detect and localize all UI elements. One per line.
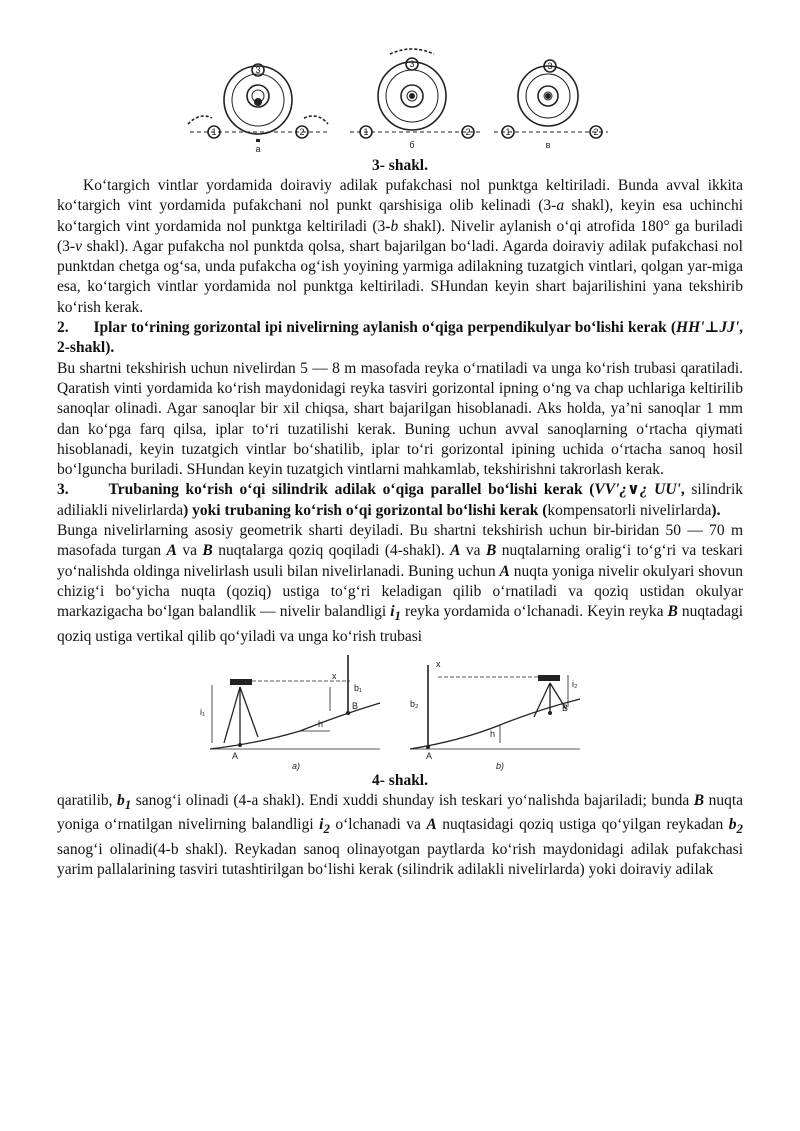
heading-condition-3: 3. Trubaning ko‘rish o‘qi silindrik adilak o‘qiga parallel bo‘lishi kerak (VV'¿∨¿ UU', silindrik adiliakli nivelirlarda) yoki trubaning ko‘rish o‘qi gorizontal bo‘lishi kerak (kompensatorli nivelirlarda). (57, 481, 744, 519)
figure-3-caption: 3- shakl. (372, 157, 428, 174)
fig4b-label-panel: b) (496, 760, 505, 771)
fig3-label-2: 2 (299, 127, 305, 137)
figure-3-circular-level-diagram (170, 40, 630, 156)
fig4a-label-x: x (332, 670, 337, 681)
fig4b-label-b2: b₂ (410, 698, 419, 709)
fig3-label-3v: 3 (547, 61, 553, 71)
fig4a-label-A: A (232, 750, 239, 761)
paragraph-reverse-direction: qaratilib, $b_1$ sanog‘i olinadi (4-a shakl). Endi xuddi shunday ish teskari yo‘nalishda bajariladi; bunda B nuqta yoniga o‘rnatilgan nivelirning balandligi $i_2$ o‘lchanadi va A nuqtasidagi qoziq ustiga qo‘yilgan reykadan $b_2$ sanog‘i olinadi(4-b shakl). Reykadan sanoq olinayotgan paytlarda ko‘rish maydonidagi adilak pufakchasi yarim pallalarining tasviri tutashtirilgan bo‘lishi kerak (silindrik adilakli nivelirlarda) yoki doiraviy adilak (57, 791, 744, 878)
fig3-label-a: a (255, 144, 261, 154)
fig4b-label-h: h (490, 728, 496, 739)
fig3-label-1: 1 (211, 127, 217, 137)
fig4b-label-A: A (426, 750, 433, 761)
fig3-label-2v: 2 (593, 127, 599, 137)
fig3-label-1v: 1 (505, 127, 511, 137)
fig4b-label-x: x (436, 658, 441, 669)
paragraph-condition-3: Bunga nivelirlarning asosiy geometrik sharti deyiladi. Bu shartni tekshirish uchun bir-biridan 50 — 70 m masofada turgan A va B nuqtalarga qoziq qoqiladi (4-shakl). A va B nuqtalarning oralig‘i to‘g‘ri va teskari yo‘nalishda oldinga nivelirlash usuli bilan nivelirlanadi. Buning uchun A nuqta yoniga nivelir okulyari shovun chizig‘i bo‘yicha nuqta (qoziq) ustiga to‘g‘ri keladigan qilib o‘rnatiladi va qoziq ustidan okulyar markazigacha bo‘lgan balandlik — nivelir balandligi $i_1$ reyka yordamida o‘lchanadi. Keyin reyka B nuqtadagi qoziq ustiga vertikal qilib qo‘yiladi va unga ko‘rish trubasi (57, 522, 743, 645)
fig4a-label-B: B (352, 700, 359, 711)
fig3-label-v: в (545, 140, 551, 150)
figure-4-leveling-diagram (200, 651, 600, 771)
fig4b-label-B: B (562, 702, 569, 713)
fig3-label-1b: 1 (363, 127, 369, 137)
figure-4-caption: 4- shakl. (372, 771, 428, 789)
paragraph-circular-level: Ko‘targich vintlar yordamida doiraviy adilak pufakchasi nol punktga keltiriladi. Bunda avval ikkita ko‘targich vint yordamida pufakchani nol punkt qarshisiga olib kelinadi (3-a shakl), keyin esa uchinchi ko‘targich vint yordamida nol punktga keltiriladi (3-b shakl). Nivelir aylanish o‘qi atrofida 180° ga buriladi (3-v shakl). Agar pufakcha nol punktda qolsa, shart bajarilgan bo‘ladi. Agarda doiraviy adilak pufakchasi nol punktdan chetga og‘sa, unda pufakcha og‘ish yoyining yarmiga adilakning tuzatgich vintlari, qolgan yar-miga esa, ko‘targich vintlar yordamida nol punktga keltiriladi. SHundan keyin shart bajarilishini yana tekshirib ko‘rish kerak. (57, 177, 744, 316)
fig4a-label-i1: i₁ (200, 706, 206, 717)
fig4a-label-h: h (318, 718, 324, 729)
fig4a-label-b1: b₁ (354, 682, 363, 693)
fig3-label-3b: 3 (409, 59, 415, 69)
fig3-label-b: б (409, 140, 415, 150)
fig4b-label-i2: i₂ (572, 678, 578, 689)
fig3-label-2b: 2 (465, 127, 471, 137)
fig4a-label-panel: a) (292, 760, 301, 771)
paragraph-condition-2: Bu shartni tekshirish uchun nivelirdan 5 — 8 m masofada reyka o‘rnatiladi va unga ko‘rish trubasi qaratiladi. Qaratish vinti yordamida ko‘rish maydonidagi reyka tasviri gorizontal ipning o‘ng va chap uchlariga keltirilib sanoqlar olinadi. Agar sanoqlar bir xil chiqsa, shart bajarilgan hisoblanadi. Aks holda, ya’ni sanoqlar 1 mm dan ko‘pga farq qilsa, iplar to‘ri tuzatilishi kerak. Buning uchun avval sanoqlarning o‘rtacha qiymati hisoblanadi, keyin tuzatgich vintlar bo‘shatilib, iplar to‘ri gorizontal ipining uchida o‘rtacha sanoq hosil bo‘lguncha buriladi. SHundan keyin tuzatgich vintlarni mahkamlab, tekshirishni takrorlash kerak. (57, 359, 743, 479)
heading-condition-2: 2. Iplar to‘rining gorizontal ipi nivelirning aylanish o‘qiga perpendikulyar bo‘lishi kerak (HH'⊥JJ', 2-shakl). (57, 319, 744, 357)
document-page (57, 40, 743, 880)
fig3-label-3: 3 (255, 65, 261, 75)
